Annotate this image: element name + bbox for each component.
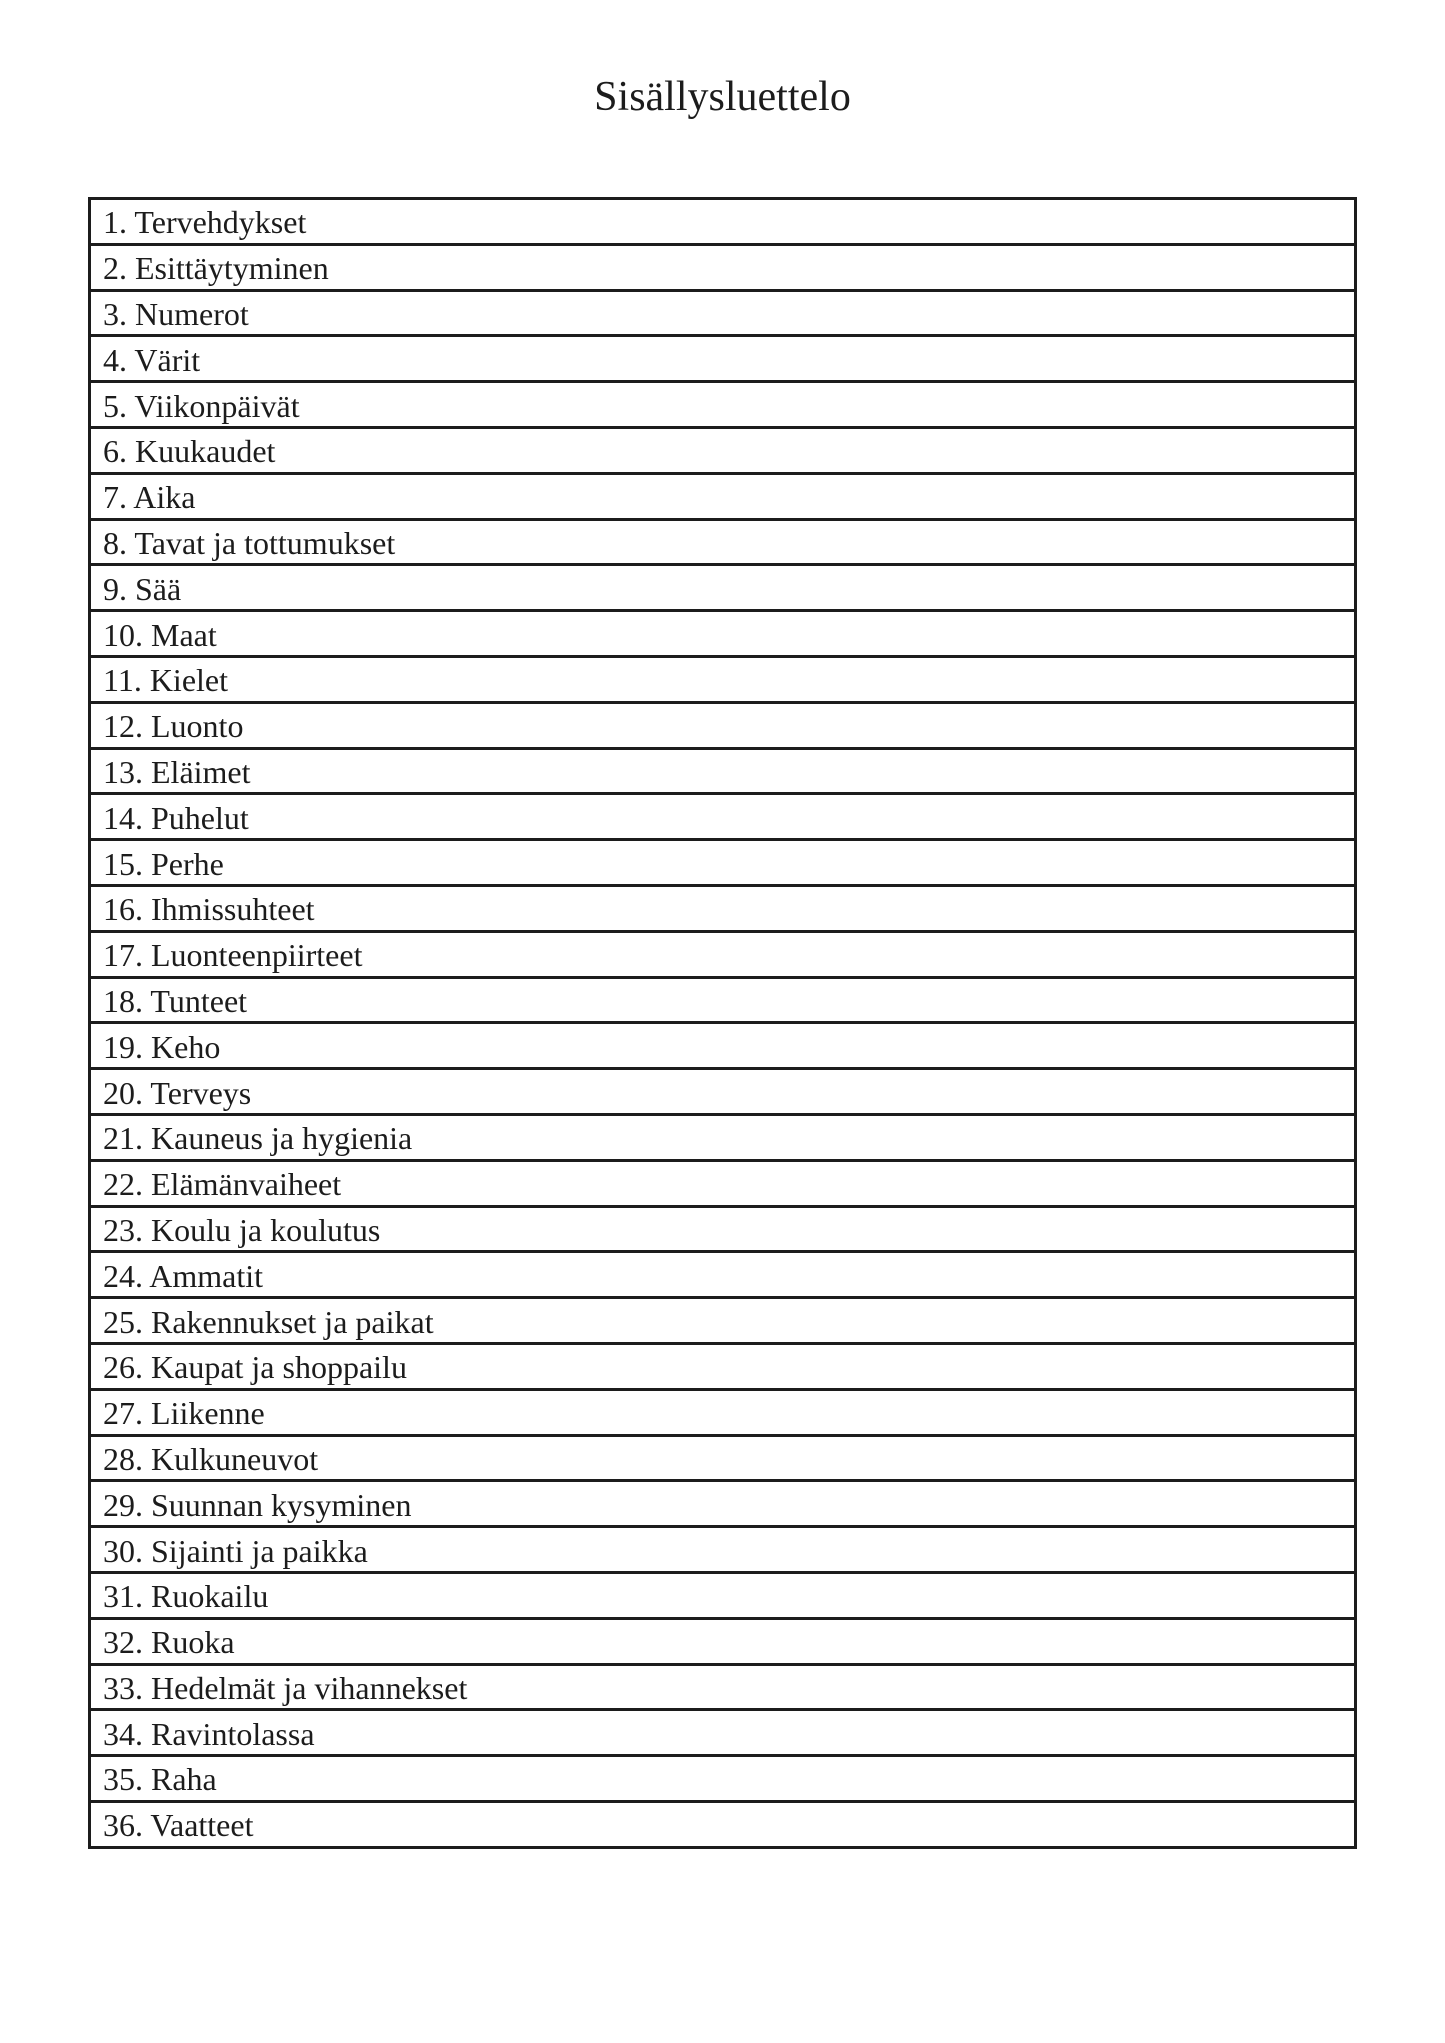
page-title: Sisällysluettelo (594, 74, 851, 120)
toc-entry-text: 32. Ruoka (103, 1624, 235, 1661)
toc-entry-text: 26. Kaupat ja shoppailu (103, 1349, 407, 1386)
toc-entry-text: 13. Eläimet (103, 753, 251, 790)
toc-row (91, 1070, 1354, 1116)
toc-entry-text: 33. Hedelmät ja vihannekset (103, 1669, 468, 1706)
toc-entry-text: 35. Raha (103, 1761, 217, 1798)
toc-entry-text: 11. Kielet (103, 662, 228, 699)
toc-entry-text: 36. Vaatteet (103, 1807, 254, 1844)
toc-row (91, 1620, 1354, 1666)
toc-row (91, 429, 1354, 475)
toc-row (91, 246, 1354, 292)
toc-row (91, 566, 1354, 612)
toc-entry-text: 4. Värit (103, 341, 201, 378)
toc-row (91, 475, 1354, 521)
toc-row (91, 750, 1354, 796)
toc-entry-text: 8. Tavat ja tottumukset (103, 524, 396, 561)
toc-row (91, 383, 1354, 429)
toc-entry-text: 16. Ihmissuhteet (103, 891, 315, 928)
toc-entry-text: 25. Rakennukset ja paikat (103, 1303, 434, 1340)
toc-entry-text: 23. Koulu ja koulutus (103, 1211, 381, 1248)
toc-entry-text: 24. Ammatit (103, 1257, 263, 1294)
toc-row (91, 1482, 1354, 1528)
toc-entry-text: 34. Ravintolassa (103, 1715, 315, 1752)
toc-entry-text: 14. Puhelut (103, 799, 249, 836)
toc-entry-text: 9. Sää (103, 570, 182, 607)
toc-row (91, 1024, 1354, 1070)
toc-entry-text: 17. Luonteenpiirteet (103, 937, 363, 974)
toc-row (91, 1391, 1354, 1437)
toc-row (91, 658, 1354, 704)
toc-entry-text: 20. Terveys (103, 1074, 252, 1111)
toc-row (91, 521, 1354, 567)
toc-row (91, 1803, 1354, 1846)
toc-entry-text: 30. Sijainti ja paikka (103, 1532, 368, 1569)
toc-entry-text: 6. Kuukaudet (103, 433, 276, 470)
toc-row (91, 1757, 1354, 1803)
toc-row (91, 979, 1354, 1025)
toc-row (91, 292, 1354, 338)
toc-entry-text: 21. Kauneus ja hygienia (103, 1120, 413, 1157)
toc-entry-text: 28. Kulkuneuvot (103, 1440, 319, 1477)
toc-entry-text: 3. Numerot (103, 295, 249, 332)
toc-entry-text: 7. Aika (103, 479, 196, 516)
toc-table (88, 197, 1357, 1849)
toc-row (91, 337, 1354, 383)
toc-row (91, 1528, 1354, 1574)
toc-row (91, 1208, 1354, 1254)
toc-entry-text: 1. Tervehdykset (103, 204, 307, 241)
toc-row (91, 1162, 1354, 1208)
toc-row (91, 933, 1354, 979)
toc-entry-text: 18. Tunteet (103, 982, 248, 1019)
toc-row (91, 1711, 1354, 1757)
toc-row (91, 1253, 1354, 1299)
toc-entry-text: 29. Suunnan kysyminen (103, 1486, 412, 1523)
toc-row (91, 1574, 1354, 1620)
toc-row (91, 887, 1354, 933)
toc-entry-text: 22. Elämänvaiheet (103, 1166, 342, 1203)
toc-row (91, 1116, 1354, 1162)
toc-entry-text: 5. Viikonpäivät (103, 387, 300, 424)
toc-row (91, 612, 1354, 658)
toc-entry-text: 19. Keho (103, 1028, 221, 1065)
toc-entry-text: 10. Maat (103, 616, 217, 653)
toc-row (91, 1437, 1354, 1483)
toc-row (91, 1299, 1354, 1345)
toc-entry-text: 27. Liikenne (103, 1395, 265, 1432)
toc-row (91, 841, 1354, 887)
toc-entry-text: 12. Luonto (103, 708, 244, 745)
toc-row (91, 704, 1354, 750)
toc-row (91, 200, 1354, 246)
toc-entry-text: 15. Perhe (103, 845, 224, 882)
toc-entry-text: 31. Ruokailu (103, 1578, 269, 1615)
toc-entry-text: 2. Esittäytyminen (103, 250, 329, 287)
toc-row (91, 1345, 1354, 1391)
toc-row (91, 795, 1354, 841)
toc-row (91, 1666, 1354, 1712)
